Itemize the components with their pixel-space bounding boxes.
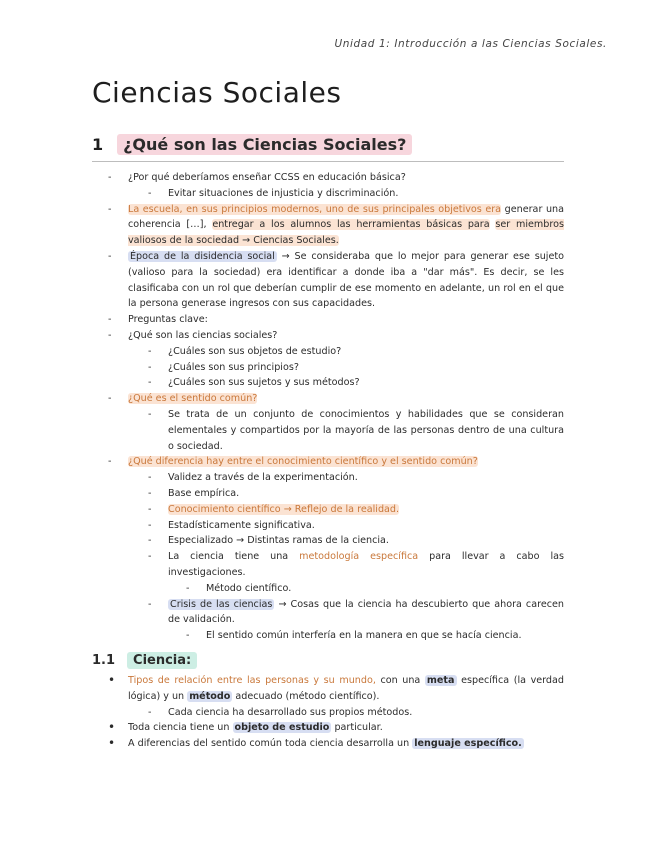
highlight: objeto de estudio bbox=[234, 722, 330, 734]
list-item: - ¿Cuáles son sus principios? bbox=[148, 361, 299, 373]
list-item: - Cada ciencia ha desarrollado sus propios métodos. bbox=[148, 706, 413, 718]
section-title: ¿Qué son las Ciencias Sociales? bbox=[117, 134, 412, 155]
header-note: Unidad 1: Introducción a las Ciencias Sociales. bbox=[334, 38, 607, 50]
list-item: - ¿Cuáles son sus sujetos y sus métodos? bbox=[148, 377, 360, 389]
highlight: metodología específica bbox=[299, 551, 419, 563]
list-item: - Preguntas clave: bbox=[108, 314, 208, 326]
section-number: 1 bbox=[92, 135, 104, 154]
list-item: - La escuela, en sus principios modernos, uno de sus principales objetivos era generar una coherencia […], entregar a los alumnos las herramientas básicas para ser miembros valiosos de la sociedad → Ciencias Sociales. bbox=[108, 203, 564, 247]
section-list bbox=[108, 170, 564, 644]
subsection-heading bbox=[92, 652, 564, 669]
highlight: lenguaje específico. bbox=[414, 738, 522, 750]
highlight: Conocimiento científico → Reflejo de la realidad. bbox=[168, 503, 400, 515]
list-item: - Época de la disidencia social → Se consideraba que lo mejor para generar ese sujeto (valioso para la sociedad) era identificar a donde iba a "dar más". Es decir, se les clasificaba con un rol que deberían cumplir de ese momento en adelante, un rol en el que la persona generase ingresos con sus capacidades. bbox=[108, 250, 564, 310]
list-item: - ¿Qué es el sentido común? bbox=[108, 393, 258, 405]
list-item: - Crisis de las ciencias → Cosas que la ciencia ha descubierto que ahora carecen de validación. bbox=[148, 598, 564, 626]
highlight: ser miembros valiosos de la sociedad → Ciencias Sociales. bbox=[128, 219, 564, 247]
subsection-number: 1.1 bbox=[92, 653, 116, 668]
list-item: - Se trata de un conjunto de conocimientos y habilidades que se consideran elementales y compartidos por la mayoría de las personas dentro de una cultura o sociedad. bbox=[148, 408, 564, 452]
list-item: - ¿Cuáles son sus objetos de estudio? bbox=[148, 345, 342, 357]
subsection-title: Ciencia: bbox=[127, 652, 197, 669]
highlight: entregar a los alumnos las herramientas básicas para bbox=[212, 219, 490, 231]
highlight: Época de la disidencia social bbox=[130, 250, 275, 262]
subsection-list bbox=[108, 673, 564, 752]
highlight: ¿Qué diferencia hay entre el conocimiento científico y el sentido común? bbox=[128, 456, 478, 468]
highlight: método bbox=[189, 690, 231, 702]
page-title: Ciencias Sociales bbox=[92, 76, 342, 109]
list-item: - Conocimiento científico → Reflejo de la realidad. bbox=[148, 503, 400, 515]
list-item: - ¿Por qué deberíamos enseñar CCSS en educación básica? bbox=[108, 172, 406, 183]
section-heading bbox=[92, 134, 564, 162]
highlight: meta bbox=[426, 675, 455, 686]
list-item: - Especializado → Distintas ramas de la ciencia. bbox=[148, 535, 389, 547]
list-item: - Estadísticamente significativa. bbox=[148, 519, 315, 531]
list-item: • A diferencias del sentido común toda ciencia desarrolla un lenguaje específico. bbox=[108, 736, 522, 751]
list-item: - La ciencia tiene una metodología específica para llevar a cabo las investigaciones. bbox=[148, 551, 565, 578]
highlight: Tipos de relación entre las personas y su mundo, bbox=[128, 675, 376, 686]
list-item: - Base empírica. bbox=[148, 487, 240, 499]
list-item: - Validez a través de la experimentación. bbox=[148, 472, 358, 484]
list-item: • Tipos de relación entre las personas y su mundo, con una meta específica (la verdad lógica) y un método adecuado (método científico). bbox=[108, 673, 564, 702]
list-item: - ¿Qué son las ciencias sociales? bbox=[108, 329, 278, 341]
highlight: La escuela, en sus principios modernos, uno de sus principales objetivos era bbox=[128, 203, 502, 215]
list-item: - Método científico. bbox=[186, 582, 292, 594]
highlight: ¿Qué es el sentido común? bbox=[128, 393, 258, 405]
list-item: - Evitar situaciones de injusticia y discriminación. bbox=[148, 187, 399, 199]
list-item: - El sentido común interfería en la manera en que se hacía ciencia. bbox=[186, 630, 522, 642]
highlight: Crisis de las ciencias bbox=[170, 598, 273, 610]
list-item: - ¿Qué diferencia hay entre el conocimiento científico y el sentido común? bbox=[108, 456, 478, 468]
list-item: • Toda ciencia tiene un objeto de estudio particular. bbox=[108, 720, 383, 735]
